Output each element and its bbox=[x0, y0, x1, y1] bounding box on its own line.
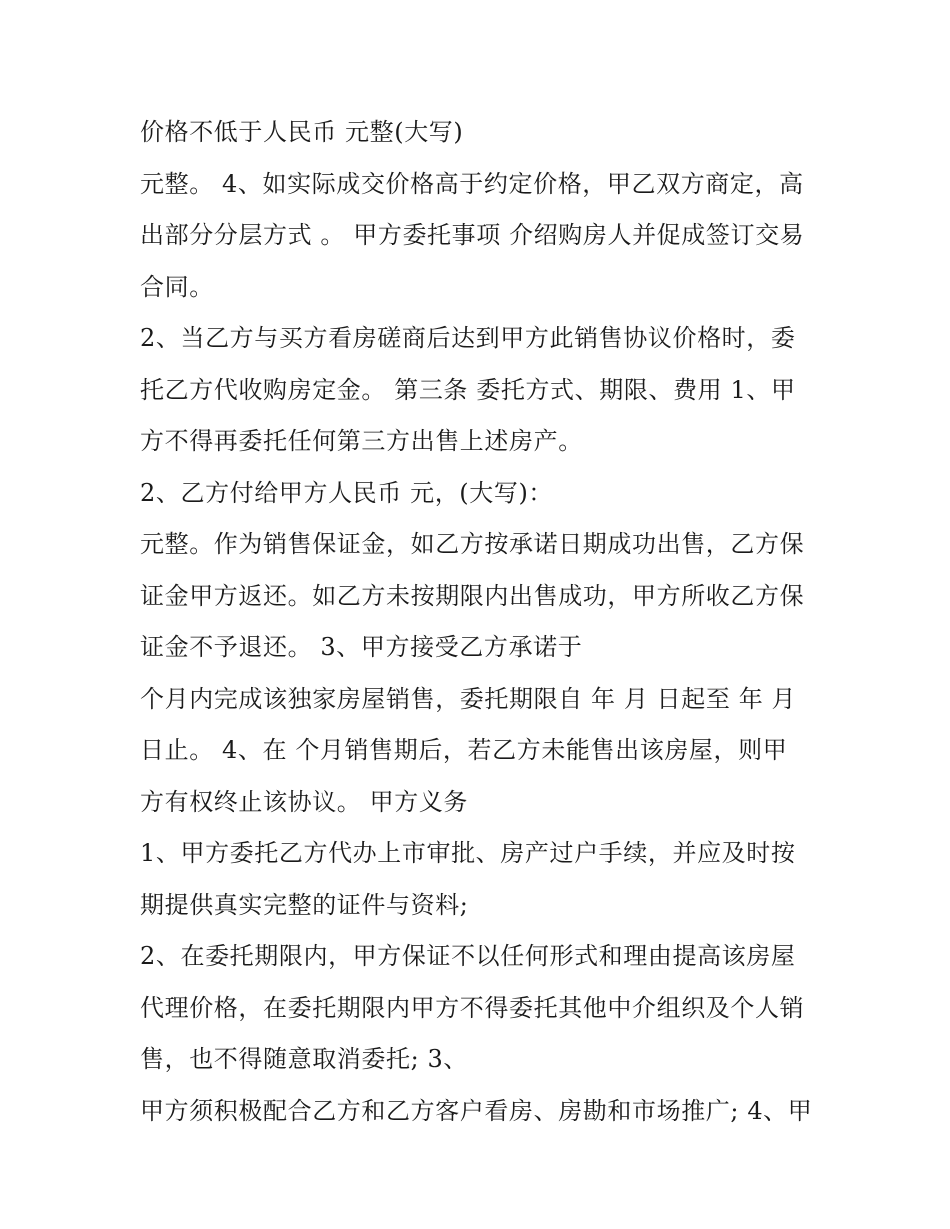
text-line: 方有权终止该协议。 甲方义务 bbox=[140, 787, 469, 816]
text-line: 日止。 4、在 个月销售期后，若乙方未能售出该房屋，则甲 bbox=[140, 736, 788, 764]
text-line: 证金不予退还。 3、甲方接受乙方承诺于 bbox=[140, 633, 583, 661]
text-line: 2、乙方付给甲方人民币 元，(大写)： bbox=[140, 478, 554, 507]
text-line: 价格不低于人民币 元整(大写) bbox=[140, 118, 464, 146]
text-line: 出部分分层方式 。 甲方委托事项 介绍购房人并促成签订交易 bbox=[140, 221, 805, 249]
text-line: 元整。作为销售保证金，如乙方按承诺日期成功出售，乙方保 bbox=[140, 530, 805, 558]
text-line: 甲方须积极配合乙方和乙方客户看房、房勘和市场推广; 4、甲 bbox=[140, 1096, 813, 1125]
text-line: 代理价格，在委托期限内甲方不得委托其他中介组织及个人销 bbox=[140, 993, 805, 1022]
text-line: 2、在委托期限内，甲方保证不以任何形式和理由提高该房屋 bbox=[140, 942, 796, 970]
text-line: 个月内完成该独家房屋销售，委托期限自 年 月 日起至 年 月 bbox=[140, 684, 797, 713]
text-line: 方不得再委托任何第三方出售上述房产。 bbox=[140, 427, 583, 455]
text-line: 1、甲方委托乙方代办上市审批、房产过户手续，并应及时按 bbox=[140, 839, 796, 867]
text-line: 元整。 4、如实际成交价格高于约定价格，甲乙双方商定，高 bbox=[140, 169, 804, 198]
text-line: 2、当乙方与买方看房磋商后达到甲方此销售协议价格时，委 bbox=[140, 324, 796, 352]
text-line: 证金甲方返还。如乙方未按期限内出售成功，甲方所收乙方保 bbox=[140, 581, 805, 610]
text-line: 托乙方代收购房定金。 第三条 委托方式、期限、费用 1、甲 bbox=[140, 375, 796, 404]
text-line: 合同。 bbox=[140, 272, 214, 301]
text-line: 期提供真实完整的证件与资料; bbox=[140, 890, 469, 919]
document-body bbox=[140, 107, 820, 1137]
text-line: 售，也不得随意取消委托; 3、 bbox=[140, 1045, 468, 1073]
